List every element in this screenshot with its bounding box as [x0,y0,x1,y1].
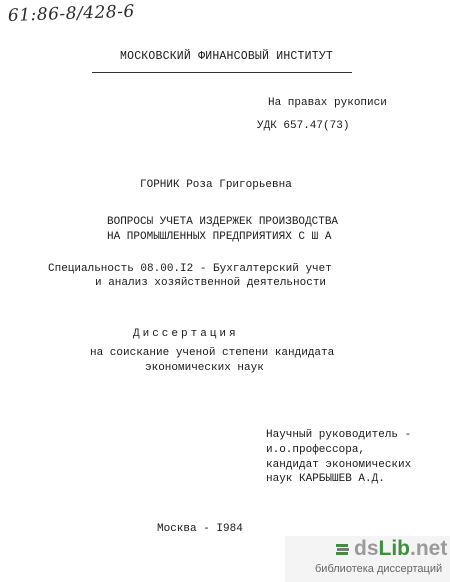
thesis-title-line-2: НА ПРОМЫШЛЕННЫХ ПРЕДПРИЯТИЯХ С Ш А [107,231,332,243]
handwritten-archive-number: 61:86-8/428-6 [7,1,136,26]
institute-underline [92,72,352,73]
specialty-line-2: и анализ хозяйственной деятельности [95,277,327,289]
work-type: Диссертация [133,328,239,340]
specialty-line-1: Специальность 08.00.I2 - Бухгалтерский учет [48,263,332,275]
degree-line-1: на соискание ученой степени кандидата [90,347,335,359]
book-stack-icon [334,541,352,559]
author-name: ГОРНИК Роза Григорьевна [140,179,292,191]
supervisor-line-3: кандидат экономических [266,459,412,471]
institute-name: МОСКОВСКИЙ ФИНАНСОВЫЙ ИНСТИТУТ [120,50,334,63]
thesis-title-line-1: ВОПРОСЫ УЧЕТА ИЗДЕРЖЕК ПРОИЗВОДСТВА [107,216,339,228]
supervisor-line-2: и.о.профессора, [266,444,366,456]
supervisor-line-1: Научный руководитель - [266,429,412,441]
brand-lib: Lib [378,537,411,560]
manuscript-rights-note: На правах рукописи [268,97,387,109]
supervisor-line-4: наук КАРБЫШЕВ А.Д. [266,473,385,485]
brand-net: .net [410,537,448,560]
brand-ds: ds [354,537,379,560]
watermark-subtitle: библиотека диссертаций [315,563,443,575]
watermark-brand[interactable] [354,537,447,561]
udc-code: УДК 657.47(73) [257,120,350,132]
city-and-year: Москва - I984 [157,523,243,535]
degree-line-2: экономических наук [145,362,264,374]
